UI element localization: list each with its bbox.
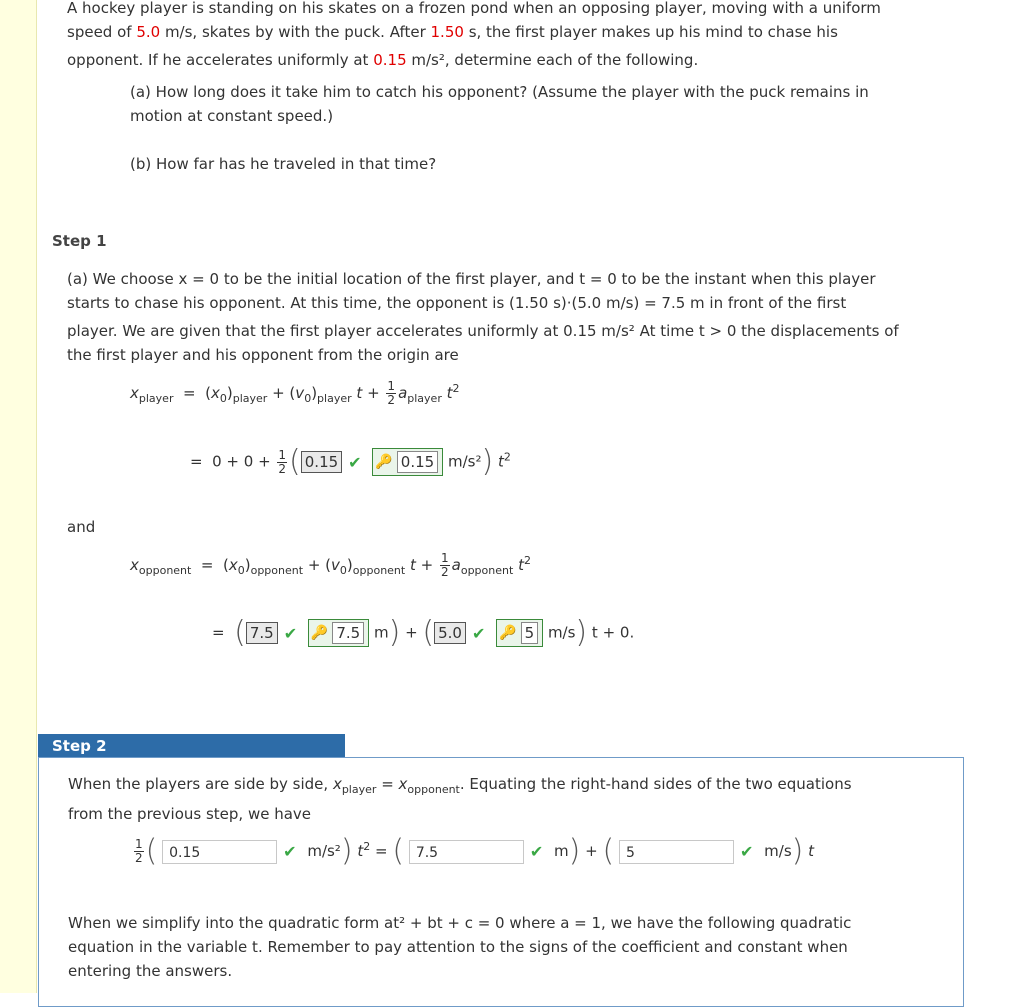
and-label: and — [67, 518, 96, 536]
check-icon: ✔ — [529, 842, 544, 861]
check-icon: ✔ — [739, 842, 754, 861]
opp-velocity-answer: 5.0 — [434, 622, 466, 644]
player-equation-substituted: = 0 + 0 + $\frac{1}{2}$ ( 0.15 ✔ 🔑 0.15 m/s²) $t^2$ — [190, 444, 511, 479]
key-icon: 🔑 — [310, 625, 329, 641]
part-a-question: (a) How long does it take him to catch his opponent? (Assume the player with the puck remains in motion at constant speed.) — [130, 83, 869, 125]
step2-equation: $\frac{1}{2}$ ( 0.15 ✔ m/s²) $t^2$ = ( 7.5 ✔ m) + ( 5 ✔ m/s) t — [135, 833, 815, 869]
opp-velocity-key: 🔑 5 — [496, 619, 543, 647]
check-icon: ✔ — [283, 842, 297, 861]
step1-heading: Step 1 — [52, 232, 107, 250]
speed-value: 5.0 — [136, 23, 161, 41]
opponent-equation-substituted: = ( 7.5 ✔ 🔑 7.5 m) + ( 5.0 ✔ 🔑 5 m/s) t + 0. — [212, 615, 635, 650]
check-icon: ✔ — [348, 452, 362, 472]
key-icon: 🔑 — [499, 625, 517, 641]
problem-line-3: opponent. If he accelerates uniformly at 0.15 m/s², determine each of the following. — [67, 51, 699, 69]
problem-line-1: A hockey player is standing on his skates on a frozen pond when an opposing player, moving with a uniform — [67, 0, 881, 17]
step2-intro: When the players are side by side, $x_{player} = x_{opponent}$. Equating the right-hand sides of the two equations from the previous step, we have — [68, 775, 852, 823]
player-displacement-equation: $x_{player} = (x_0)_{player} + (v_0)_{player}$ t + $\frac{1}{2}$ $a_{player}$ $t^2$ — [130, 379, 460, 407]
player-accel-answer: 0.15 — [301, 451, 342, 473]
step2-quadratic-text: When we simplify into the quadratic form at² + bt + c = 0 where a = 1, we have the following quadratic equation in the variable t. Remember to pay attention to the signs of the coefficient and constant when entering the answers. — [68, 914, 852, 980]
step2-tab[interactable]: Step 2 — [38, 734, 345, 758]
left-margin-bar — [0, 0, 37, 993]
opp-position-key: 🔑 7.5 — [308, 619, 369, 647]
problem-line-2: speed of 5.0 m/s, skates by with the puck. After 1.50 s, the first player makes up his mind to chase his — [67, 23, 838, 41]
accel-value: 0.15 — [373, 51, 407, 69]
opponent-displacement-equation: $x_{opponent} = (x_0)_{opponent} + (v_0)_{opponent}$ t + $\frac{1}{2}$ $a_{opponent}$ $t^2$ — [130, 551, 531, 579]
velocity-input[interactable]: 5 — [619, 840, 734, 864]
accel-input[interactable]: 0.15 — [162, 840, 277, 864]
key-icon: 🔑 — [375, 454, 393, 470]
problem-statement — [67, 0, 967, 72]
position-input[interactable]: 7.5 — [409, 840, 524, 864]
player-accel-key: 🔑 0.15 — [372, 448, 443, 476]
check-icon: ✔ — [471, 623, 486, 643]
delay-value: 1.50 — [430, 23, 464, 41]
opp-position-answer: 7.5 — [246, 622, 278, 644]
check-icon: ✔ — [283, 623, 298, 643]
part-b-question: (b) How far has he traveled in that time? — [130, 155, 437, 173]
step1-explanation: (a) We choose x = 0 to be the initial location of the first player, and t = 0 to be the instant when this player starts to chase his opponent. At this time, the opponent is (1.50 s)·(5.0 m/s) = 7.5 m in front of the first player. We are given that the first player accelerates uniformly at 0.15 m/s² At time t > 0 the displacements of the first player and his opponent from the origin are — [67, 270, 899, 364]
